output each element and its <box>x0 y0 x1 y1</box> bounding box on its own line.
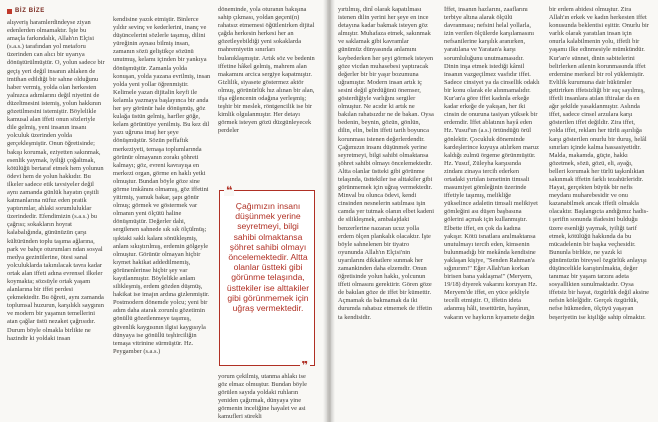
right-column-1 <box>338 6 434 419</box>
section-label: BİZ BİZE <box>15 8 45 14</box>
paragraph: kendisine yazık etmiştir. Binlerce yıldır sevinç ve kederlerini, inanç ve düşüncelerini sözlerle taşımış, dilini yüreğinin aynası bilmiş insan, zamanın sözü geliştikçe sözünü unutmuş, kelamı içinden bir yankıya dönüşmüştür. Zamanla yolda konuşan, yolda yazana evrilmiş, insan yolda yeni yollar öğrenmiştir. Kelimele yazan dijitalin keyfi ile kelamla yazmaya başlayınca bir anda her şey görünür hale dönüşmüş, göz kulağa üstün gelmiş, harfler göğe, kelam görüntüye yenilmiş. Bu kez dil yazı uğruna imaj her şeye dönüşmüştür. Sözün peffafiık merkeziyeti, temaşa toplumlarında görünür olmayanın zorakı şöhreti kalmayı; göz, evreni kavrayışa en merkezi organ, görme en haklı yetki olmuştur. Bundan böyle göze sine görme imkânını olmamış, göz iffetini yitirmiş, yamuk bakar, şapı gönür olmuş; görmek ve göstermek var olmanın yeni ölçütü haline dönüşmüştür. Değerler dahi, sergilenen sahnede sık sık ölçülmüş; ışıktaki saklı kalanı sönükleşmiş, anlam sıkıştırılmış, erdemin gölgeyle olmuştur. Görünür olmayan hiçbir kıymet hakikat addedilmemiş, görünenlerinse hiçbir şey var kayıtlanmıştır. Böylelikle anlam silikleşmiş, erdem gözden düşmüş, hakikat ise imajın ardına gizlenmiştir. Postmodern dönemde yolcu; yeni bir adım daha atarak zorunlu gözetimin gönüllü gözetlenmeye taşımış, güvenlik kaygısının ilgisi kaygısıyla dünyaya ise gönüllü teşhirciliğin temaşa vitrinine sürmüştür. Hz. Peygamber (s.a.s.) <box>113 16 211 355</box>
paragraph: yorum çekilmiş, utanma ahlakı ise göz elmaz olmuştur. Bundan böyle görülen sayıda yoldaki ruhların yeniden çağırmak, dünyaya yine görmenin inceliğine hayalet ve asi kamufleri sürekli <box>218 373 307 419</box>
paragraph: yırtılmış, dinî olarak kapatılması istenen dilin yerini her şeye en ince detayına kadar bakmak isteyen göz almıştır. Muhafaza etmek, sakınmak ve saklamak gibi kavramlar günümüz dünyasında anlamını kaybederken her şeyi görmek isteyen göze vicdan muhasebesi yaptıracak değerler bir bir yaşır bozumuna uğramıştır. Modern insan artık iç sesini değil gördüğünü önemser, gösterdiğiyle varlığını sergiler olmuştur. Ne acıdır ki artık ne bakılan rahatsızdır ne de bakan. Oysa bedenin, beynin, gözün, gönlün, dilin, elin, belin iffeti tarih boyunca korunması istenen değerlerdendir. Çağımızın insanı düşünmek yerine seyretmeyi, bilgi sahibi olmaktansa şöhret sahibi olmayı öncelemektedir. Altta olanlar üstteki gibi görünme telaşında, üsttekiler ise alttakiler gibi görünmemek için uğraş vermektedir. Minval bu olunca ödevi, kendi cinsinden nesnelerin satılması işin camda yer tutmak olanın elbet kadeni de silikleşmek, ambalajdaki benzerlerine nazaran ucuz yolla erdem ölçen plankalık olacaktır. İşte böyle sahnelenen bir tiyatro oyununda Allah'ın Elçisi'nin uyarılarını dikkatlere sunmak her zamankinden daha elzemdir. Onun öğretisinde yolun hakkı, yolcunun iffeti olmasını gerektirir. Gören göze de bakılan göze de iffet bir kümettir. Açmamak da bakmamak da iki durumda rahatsız etmemek de iffetin ta kendisidir. <box>338 6 434 321</box>
right-page <box>331 0 658 422</box>
right-column-2 <box>444 6 540 419</box>
left-column-2 <box>113 16 211 419</box>
left-column-1 <box>7 19 105 419</box>
close-quote-icon: ❞ <box>301 359 308 372</box>
section-header <box>7 6 45 16</box>
paragraph: döneminde, yola oturanın bakışına sahip çıkması, yoldan geçeni(n) rahatsız etmemesi öğütlenirken dijital çağda herkesin herkesi her an gözetleyebildiği yeni sokaklarda mahremiyetin sınırları bulanıklaşmıştır. Artık söz ve bedenin iffetine hâkel gelmiş, mahrem alan makamını arcica sergiye kapatmıştır. Gizlilik, siyasete göstermez aktör olmuş, görünürlük hız alınan bir alan, ifşa eğlencenin odağına yerleşmiş; teşhir bir meslek, röntgencilik ise bir kimlik olgulanmıştır. Her detayı görmek isteyen gözü düzgünleyecek perdeler <box>218 6 315 135</box>
left-column-3-bottom <box>218 373 316 419</box>
pull-quote <box>219 184 315 372</box>
left-page <box>0 0 327 422</box>
paragraph: bir erdem abidesi olmuştur. Zira Allah'ın erkek ve kadın herkesten iffet konusunda beklentisi eşittir. Onurlu bir varlık olarak yaratılan insan için onurla kalabilmenin yolu, iffetli bir yaşamı ilke edinmesiyle mümkündür. Kur'an'e sünnet, dinin sabitelerini belirlerken ailenin korunmasında iffet erdemine merkezî bir rol yüklemiştir. Evlilik kurumuna dair hükümler getirirken iffetsizliği bir suç sayılmış, iffetli insanlara atılan iftiralar da en ağır şekilde yasaklanmıştır. Aslında iffet, sadece cinsel arzulara karşı gösterilen iffet değildir. Zira iffet, yolda iffet, reklam her türlü aşırılığa karşı gösterilen onurlu bir duruş, helâl sınırları içinde kalma hassasiyetidir. Malda, makamda, güçte, hakkı gözetmek, sözü, gözü, eli, ayağı, belleri korumak her türlü taşkınlıktan sakınmak iffetin farklı tezahürleridir. Hayat, gerçekten büyük bir nefis meydanı muharebesidir ve onu kazanabilmek ancak iffetli olmakla olacaktır. Başlangıcta andığımız hadis-i şerifin sonunda ifadesini bulduğu üzere esenliği yaymak, iyiliği tarif etmek, kötülüğü hakkında da bu mücadelenin bir başka veçhesidir. Bununla birlikte, ne yazık ki günümüzün bireysel özgürlük anlayışı düşüncelikle karıştırılmakta, değer tanımaz bir yaşam tarzını adeta sosyallikten sunulmaktadır. Oysa iffetsiz bir hayat, özgürlük değil aksine nefsin kölelğidir. Gerçek özgürlük, nefse hükmeden, ölçüyü yaşayan beşeriyetin ise kişiliğe sahip olmaktır. <box>549 6 649 321</box>
section-marker-icon <box>7 9 12 14</box>
right-column-3 <box>549 6 649 419</box>
open-quote-icon: ❝ <box>226 184 233 197</box>
page-gutter <box>323 0 335 422</box>
pull-quote-text: Çağımızın insanı düşünmek yerine seyretmeyi, bilgi sahibi olmaktansa şöhret sahibi olmayı öncelemektedir. Altta olanlar üstteki gibi görünme telaşında, üsttekiler ise alttakiler gibi görünmemek için uğraş vermektedir. <box>226 201 310 314</box>
paragraph: İffet, insanın hazlarını, zaaflarını terbiye altına alarak ölçülü davranması; nefsini helal yollarla, izin verilen ölçülerde karşılamasını nefsanilerine karşılık aranırken, yaratılana ve Yaratan'a karşı sorumluluğunu unutmamasıdır. Dinin inşa etmek istediği kâmil insanın vazgeçilmez vasfıdır iffet. Sadece cinsiyet ya da cinsellik odaklı bir konu olarak ele alınmamalıdır. Kur'an'a göre iffet kadınla erkeğe kadar erkeğe de yakışan, her iki cinsin de onuruna tasiyan yüksek bir erdemdir. İffet ablatının hayâ eden Hz. Yusuf'un (a.s.) örtündüğü örül gönlektir. Çocukluk döneminde kardeşlerince kuyuya atılırken maruz kaldığı zulmü örgeme görünmüştür. Hz. Yusuf, Züleyha karşısında zindanı zinaya tercih ederken ortadaki yırtılan ismetinin timsali masumiyet gömleğinin üzerinde iffetiyle taşımış, melikliğe yükselince adaletin timsali melikiyet gömleğini ası düşen başbasına gölerini açmak için kullanmıştır. Elbette iffet, en çok da kadına yakışır. Kötü isnatlara anılmaktansa unutulmayı tercih eden, kimsenin bulunmadığı bir mekânda kendisine yaklaşan kişiye, "Senden Rahman'a sığınırım!" Eğer Allah'tan korkan birisen bana yaklaşma!" (Meryem, 19/18) diyerek vakarını koruyan Hz. Meryem'de iffet, en yüce şekliyle tecelli etmiştir. O, iffetin ideta adanmış hâli, tesettürün, hayânın, vakarın ve haykırın kıyamete değin <box>444 6 540 321</box>
left-column-3-top <box>218 6 316 182</box>
paragraph: alışveriş haramlerdindeyse ziyan edenlerden olmamaktır. İşte bu amaçla farkındalık, Allah'ın Elçisi (s.a.s.) tarafından yol metaforu üzerinden can alıcı bir uyarıya dönüştürülmüştür. O, yolun sadece bir geçiş yeri değil insanın ahlaken de imtihan edildiği bir sahne olduğunu haber vermiş, yolda olan herkesten yalnızca adımlarını değil niyetini de düzeltmesini istemiş, yolun hakkının gözetilmesini istemiştir. Böylelikle kamusal alan iffeti onun sözleriyle dile gelmiş, yeni insanın insanı yolculuk üzerinden yolda gerçekleşmiştir. Onun öğretisinde; bakışı korumak, eziyetten sakınmak, esenlik yaymak, iyiliği çoğaltmak, kötülüğü bertaraf etmek hem yolunun ödevi hem de yolun hakkıdır. Bu ilkeler sadece etik tavsiyeler değil aynı zamanda günlük hayatın çeşitli katmanlarına nüfuz eden pratik yaptırımlar, ahlaki sorumluluklar üzerindedir. Efendimizin (s.a.s.) bu çağrısı; sokakların hoyrat kalabalığında, gününüzün çarşı kültüründen toplu taşıma ağlarına, park ve bahçe oturumları ndan sosyal medya gezintilerine, ötesi sanal yolculuklarda takınılacak tavra kadar ortak alan iffeti adına evrensel ilkeler koymakta; sözsüyle ortak yaşam alanlarına bir iffet perdesi çekmektedir. Bu öğreti, aynı zamanda toplumsal huzurun, karşılıklı saygının ve modern bir yaşamın temellerini atan çağlar üstü nezaket çağrısıdır. Durum böyle olmakla birlikte ne hazindir ki yoldaki insan <box>7 19 105 342</box>
